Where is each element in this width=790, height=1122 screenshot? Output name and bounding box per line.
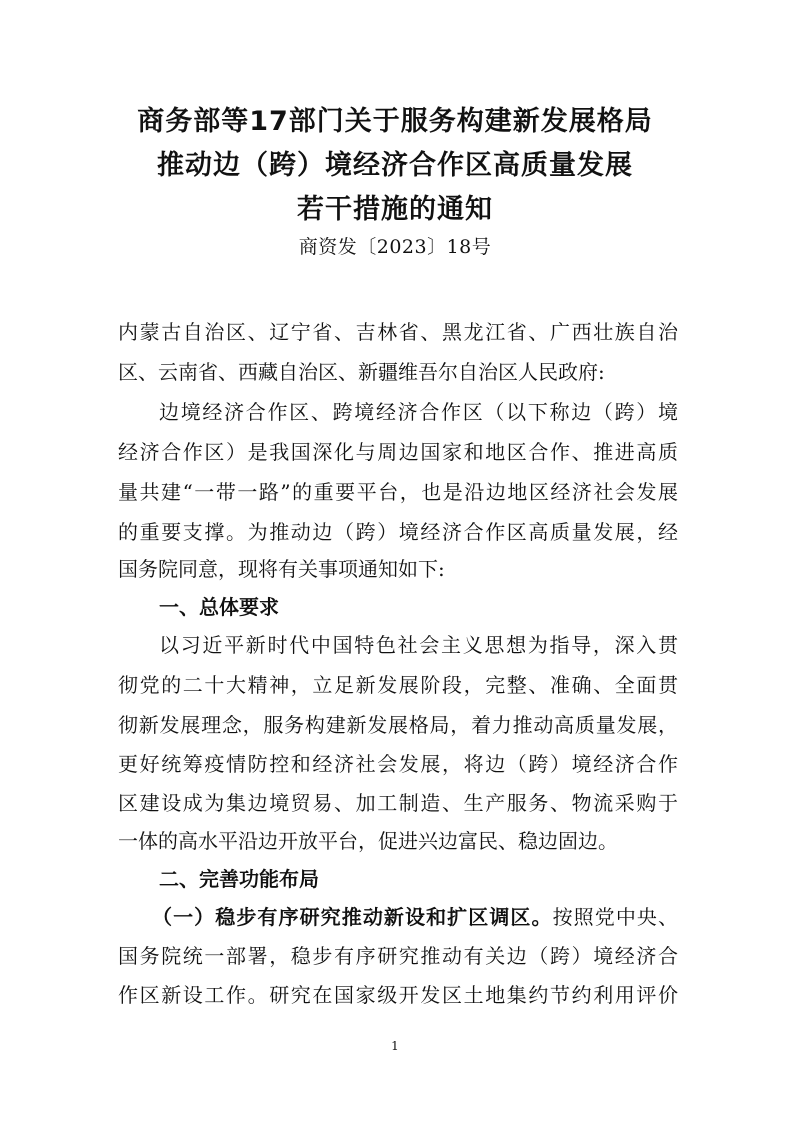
title-line: 推动边（跨）境经济合作区高质量发展 [157, 150, 633, 181]
title-line: 若干措施的通知 [297, 194, 493, 225]
body-line: 更好统筹疫情防控和经济社会发展，将边（跨）境经济合作 [118, 752, 678, 776]
body-line: 作区新设工作。研究在国家级开发区土地集约节约利用评价 [118, 983, 678, 1007]
intro-line: 经济合作区）是我国深化与周边国家和地区合作、推进高质 [118, 440, 678, 464]
section-heading: 一、总体要求 [159, 595, 279, 619]
body-line: 区建设成为集边境贸易、加工制造、生产服务、物流采购于 [118, 791, 678, 815]
document-number: 商资发〔2023〕18号 [298, 236, 492, 258]
section-heading: 二、完善功能布局 [159, 867, 319, 891]
intro-line: 国务院同意，现将有关事项通知如下: [118, 557, 445, 581]
body-line: 国务院统一部署，稳步有序研究推动有关边（跨）境经济合 [118, 944, 678, 968]
intro-line: 的重要支撑。为推动边（跨）境经济合作区高质量发展，经 [118, 520, 678, 544]
intro-line: 量共建“一带一路”的重要平台，也是沿边地区经济社会发展 [118, 480, 678, 504]
page-number: 1 [391, 1039, 399, 1053]
document-title [0, 100, 790, 232]
item-first-line [118, 902, 678, 932]
body-line: 彻党的二十大精神，立足新发展阶段，完整、准确、全面贯 [118, 673, 678, 697]
body-line: 一体的高水平沿边开放平台，促进兴边富民、稳边固边。 [118, 829, 618, 853]
intro-line: 边境经济合作区、跨境经济合作区（以下称边（跨）境 [159, 400, 678, 424]
item-heading: （一）稳步有序研究推动新设和扩区调区。 [152, 905, 553, 929]
addressee-line: 内蒙古自治区、辽宁省、吉林省、黑龙江省、广西壮族自治 [118, 320, 678, 344]
body-line: 以习近平新时代中国特色社会主义思想为指导，深入贯 [159, 633, 678, 657]
addressee-line: 区、云南省、西藏自治区、新疆维吾尔自治区人民政府: [118, 360, 605, 384]
item-text: 按照党中央、 [552, 905, 678, 929]
title-line: 商务部等17部门关于服务构建新发展格局 [137, 106, 653, 137]
body-line: 彻新发展理念，服务构建新发展格局，着力推动高质量发展， [118, 713, 678, 737]
